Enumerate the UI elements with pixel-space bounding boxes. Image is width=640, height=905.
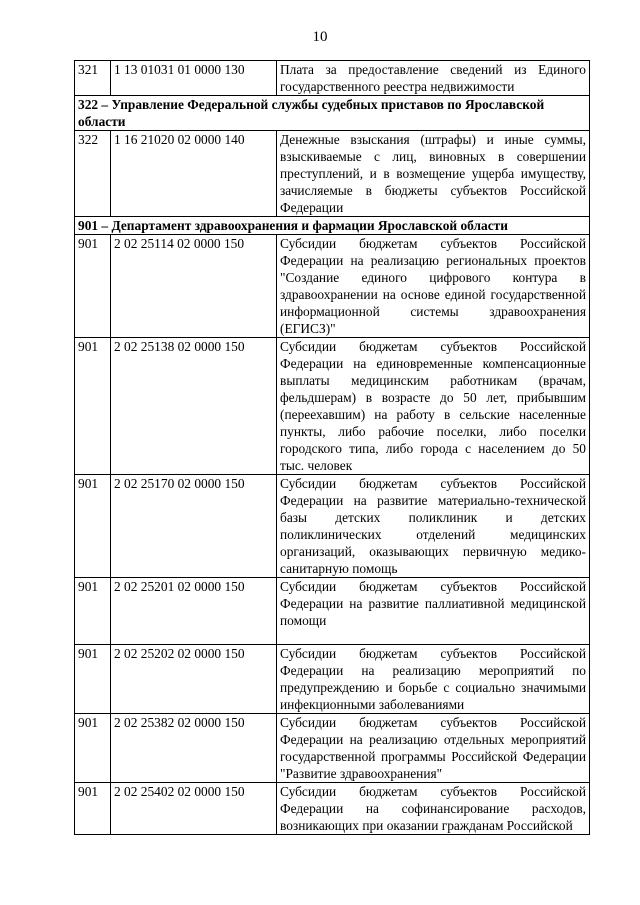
table-body <box>75 61 590 835</box>
admin-code-cell: 901 <box>75 578 111 645</box>
section-header: 322 – Управление Федеральной службы судебных приставов по Ярославской области <box>75 96 590 131</box>
budget-classification-table <box>74 60 590 835</box>
description-cell: Субсидии бюджетам субъектов Российской Федерации на развитие паллиативной медицинской помощи <box>277 578 590 645</box>
description-cell: Субсидии бюджетам субъектов Российской Федерации на единовременные компенсационные выплаты медицинским работникам (врачам, фельдшерам) в возрасте до 50 лет, прибывшим (переехавшим) на работу в сельские населенные пункты, либо рабочие поселки, либо поселки городского типа, либо города с населением до 50 тыс. человек <box>277 338 590 475</box>
description-cell: Субсидии бюджетам субъектов Российской Федерации на софинансирование расходов, возникающих при оказании гражданам Российской <box>277 783 590 835</box>
budget-code-cell: 2 02 25114 02 0000 150 <box>111 235 277 338</box>
section-header-row <box>75 217 590 235</box>
admin-code-cell: 322 <box>75 131 111 217</box>
table-row <box>75 475 590 578</box>
section-header: 901 – Департамент здравоохранения и фармации Ярославской области <box>75 217 590 235</box>
table-row <box>75 645 590 714</box>
budget-code-cell: 2 02 25382 02 0000 150 <box>111 714 277 783</box>
table-row <box>75 61 590 96</box>
table-row <box>75 578 590 645</box>
page-number: 10 <box>312 29 328 45</box>
budget-code-cell: 2 02 25170 02 0000 150 <box>111 475 277 578</box>
budget-code-cell: 2 02 25402 02 0000 150 <box>111 783 277 835</box>
budget-code-cell: 2 02 25202 02 0000 150 <box>111 645 277 714</box>
table-row <box>75 783 590 835</box>
budget-code-cell: 1 16 21020 02 0000 140 <box>111 131 277 217</box>
description-cell: Субсидии бюджетам субъектов Российской Федерации на реализацию региональных проектов "Создание единого цифрового контура в здравоохранении на основе единой государственной информационной системы здравоохранения (ЕГИСЗ)" <box>277 235 590 338</box>
admin-code-cell: 901 <box>75 783 111 835</box>
description-cell: Субсидии бюджетам субъектов Российской Федерации на реализацию мероприятий по предупреждению и борьбе с социально значимыми инфекционными заболеваниями <box>277 645 590 714</box>
budget-code-cell: 2 02 25138 02 0000 150 <box>111 338 277 475</box>
budget-code-cell: 2 02 25201 02 0000 150 <box>111 578 277 645</box>
table-row <box>75 714 590 783</box>
admin-code-cell: 901 <box>75 338 111 475</box>
admin-code-cell: 901 <box>75 645 111 714</box>
description-cell: Субсидии бюджетам субъектов Российской Федерации на реализацию отдельных мероприятий государственной программы Российской Федерации "Развитие здравоохранения" <box>277 714 590 783</box>
admin-code-cell: 901 <box>75 235 111 338</box>
admin-code-cell: 321 <box>75 61 111 96</box>
description-cell: Субсидии бюджетам субъектов Российской Федерации на развитие материально-технической базы детских поликлиник и детских поликлинических отделений медицинских организаций, оказывающих первичную медико-санитарную помощь <box>277 475 590 578</box>
table-row <box>75 338 590 475</box>
admin-code-cell: 901 <box>75 714 111 783</box>
table-row <box>75 131 590 217</box>
section-header-row <box>75 96 590 131</box>
admin-code-cell: 901 <box>75 475 111 578</box>
table-row <box>75 235 590 338</box>
budget-code-cell: 1 13 01031 01 0000 130 <box>111 61 277 96</box>
description-cell: Денежные взыскания (штрафы) и иные суммы, взыскиваемые с лиц, виновных в совершении преступлений, и в возмещение ущерба имуществу, зачисляемые в бюджеты субъектов Российской Федерации <box>277 131 590 217</box>
description-cell: Плата за предоставление сведений из Единого государственного реестра недвижимости <box>277 61 590 96</box>
